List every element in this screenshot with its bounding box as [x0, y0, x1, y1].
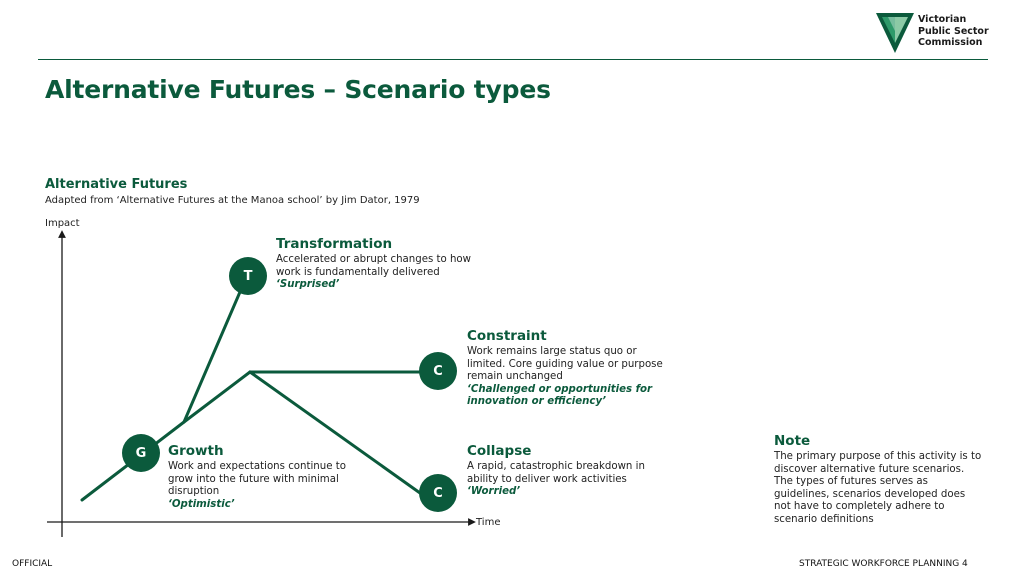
growth-desc: Work and expectations continue to — [168, 461, 346, 472]
note-line: scenario definitions — [774, 513, 874, 525]
transformation-desc: Accelerated or abrupt changes to how — [276, 254, 471, 265]
growth-quote: ‘Optimistic’ — [168, 498, 235, 510]
diagram-source: Adapted from ‘Alternative Futures at the Manoa school’ by Jim Dator, 1979 — [45, 195, 420, 206]
growth-block — [168, 443, 346, 511]
logo-line: Commission — [918, 37, 983, 48]
transformation-title: Transformation — [276, 236, 393, 252]
note-block — [774, 433, 981, 526]
growth-title: Growth — [168, 443, 224, 459]
transformation-path — [184, 278, 246, 422]
note-line: guidelines, scenarios developed does — [774, 488, 966, 500]
footer-classification: OFFICIAL — [12, 559, 53, 569]
logo-line: Victorian — [918, 14, 967, 25]
collapse-title: Collapse — [467, 443, 532, 459]
collapse-block — [467, 443, 645, 499]
transformation-block — [276, 236, 471, 292]
growth-desc: grow into the future with minimal — [168, 473, 339, 485]
note-line: The primary purpose of this activity is to — [774, 451, 982, 462]
constraint-title: Constraint — [467, 328, 547, 344]
collapse-desc: ability to deliver work activities — [467, 473, 627, 485]
diagram-heading: Alternative Futures — [45, 177, 188, 192]
x-axis-label: Time — [476, 517, 501, 528]
collapse-desc: A rapid, catastrophic breakdown in — [467, 461, 645, 472]
constraint-quote: innovation or efficiency’ — [467, 396, 606, 407]
constraint-quote: ‘Challenged or opportunities for — [467, 383, 653, 395]
constraint-marker: C — [419, 352, 457, 390]
note-line: The types of futures serves as — [774, 476, 928, 487]
footer-page-label: STRATEGIC WORKFORCE PLANNING 4 — [799, 559, 968, 569]
constraint-block — [467, 328, 663, 409]
logo-line: Public Sector — [918, 25, 989, 37]
transformation-marker: T — [229, 257, 267, 295]
transformation-desc: work is fundamentally delivered — [276, 266, 440, 278]
note-line: discover alternative future scenarios. — [774, 463, 965, 475]
transformation-quote: ‘Surprised’ — [276, 279, 340, 290]
page-title: Alternative Futures – Scenario types — [45, 75, 551, 104]
growth-marker: G — [122, 434, 160, 472]
y-axis-label: Impact — [45, 218, 80, 229]
note-line: not have to completely adhere to — [774, 501, 945, 512]
collapse-quote: ‘Worried’ — [467, 486, 521, 497]
note-title: Note — [774, 433, 811, 449]
collapse-marker: C — [419, 474, 457, 512]
growth-desc: disruption — [168, 486, 220, 497]
constraint-desc: Work remains large status quo or — [467, 346, 637, 357]
constraint-desc: limited. Core guiding value or purpose — [467, 358, 663, 370]
constraint-desc: remain unchanged — [467, 371, 563, 382]
